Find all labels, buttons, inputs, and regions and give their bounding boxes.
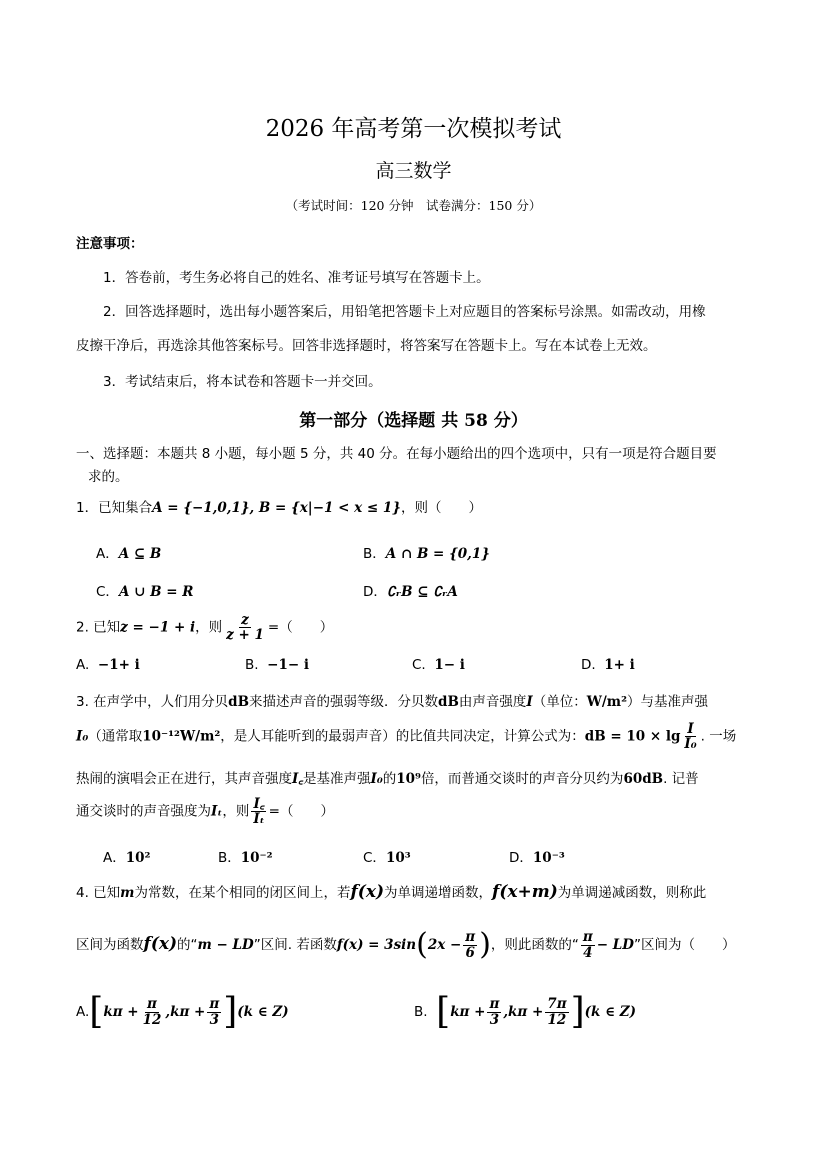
q2-option-b: B. −1− i (245, 657, 310, 673)
notice-item-2-line-1: 2．回答选择题时，选出每小题答案后，用铅笔把答题卡上对应题目的答案标号涂黑。如需改动，用橡 (103, 304, 706, 320)
q3-formula: dB = 10 × lg (584, 728, 681, 745)
section-title: 第一部分（选择题 共 58 分） (299, 411, 528, 431)
exam-subject: 高三数学 (375, 160, 452, 182)
q4-option-a: A.[kπ + $\frac{\pi}{12}$ ,kπ + $\frac{\pi}{3}$ ](k ∈ Z) (76, 991, 289, 1032)
q1-option-a: A．A ⊆ B (96, 546, 162, 562)
q3-option-a: A．10² (103, 850, 151, 866)
notice-item-2-line-2: 皮擦干净后，再选涂其他答案标号。回答非选择题时，将答案写在答题卡上。写在本试卷上无效。 (76, 338, 657, 354)
section-intro-line-2: 求的。 (88, 469, 129, 485)
notice-item-3: 3．考试结束后，将本试卷和答题卡一并交回。 (103, 374, 382, 390)
q3-formula-fraction: $\frac{I}{\text{I₀}}$ (684, 721, 697, 753)
q3-line-3: 热闹的演唱会正在进行，其声音强度I꜀是基准声强I₀的10⁹倍，而普通交谈时的声音分贝约为60dB. 记普 (76, 771, 699, 787)
q4-option-b: B. [kπ + $\frac{\pi}{3}$ ,kπ + $\frac{7\pi}{12}$ ](k ∈ Z) (414, 991, 637, 1032)
q2-option-a: A. −1+ i (76, 657, 140, 673)
q3-option-c: C．10³ (363, 850, 411, 866)
question-1 (76, 496, 482, 516)
notice-heading: 注意事项： (76, 236, 144, 252)
q2-z-value: z = −1 + i (120, 619, 196, 636)
q4-line-1: 4. 已知m为常数，在某个相同的闭区间上，若f(x)为单调递增函数，f(x+m)为单调递减函数，则称此 (76, 882, 707, 902)
exam-title: 2026 年高考第一次模拟考试 (265, 116, 562, 142)
exam-time-info: （考试时间：120 分钟 试卷满分：150 分） (285, 198, 542, 213)
q3-line-2: I₀（通常取10⁻¹²W/m²，是人耳能听到的最弱声音）的比值共同决定，计算公式为：dB = 10 × lg $\frac{I}{\text{I₀}}$ . 一场 (76, 721, 737, 753)
q3-line-4: 通交谈时的声音强度为Iₜ，则 $\frac{I꜀}{\text{Iₜ}}$ =（ ） (76, 796, 334, 828)
q3-option-b: B．10⁻² (218, 850, 273, 866)
q2-option-c: C. 1− i (412, 657, 465, 673)
section-intro-line-1: 一、选择题：本题共 8 小题，每小题 5 分，共 40 分。在每小题给出的四个选项中，只有一项是符合题目要 (76, 446, 717, 462)
q1-option-c: C．A ∪ B = R (96, 584, 194, 600)
q1-sets: A = {−1,0,1}, B = {x|−1 < x ≤ 1} (152, 500, 401, 516)
q4-line-2: 区间为函数f(x)的“m − LD”区间. 若函数f(x) = 3sin(2x − $\frac{\pi}{6}$ )，则此函数的“ $\frac{\pi}{4}$ − LD”区间为（ ） (76, 927, 736, 962)
notice-item-1: 1．答卷前，考生务必将自己的姓名、准考证号填写在答题卡上。 (103, 270, 490, 286)
q1-option-d: D．∁ᵣB ⊆ ∁ᵣA (363, 584, 458, 600)
q1-suffix: ，则（ ） (400, 500, 482, 516)
q3-ratio: $\frac{I꜀}{\text{Iₜ}}$ (253, 796, 265, 828)
q2-fraction: $\frac{z}{z + 1}$ (226, 612, 264, 644)
question-2: 2. 已知z = −1 + i，则 $\frac{z}{z + 1}$ =（ ） (76, 612, 334, 644)
q3-line-1: 3. 在声学中，人们用分贝dB来描述声音的强弱等级．分贝数dB由声音强度I（单位：W/m²）与基准声强 (76, 694, 709, 710)
q1-option-b: B．A ∩ B = {0,1} (363, 546, 490, 562)
q3-option-d: D．10⁻³ (509, 850, 565, 866)
q2-option-d: D. 1+ i (581, 657, 635, 673)
q1-prefix: 1．已知集合 (76, 500, 153, 516)
